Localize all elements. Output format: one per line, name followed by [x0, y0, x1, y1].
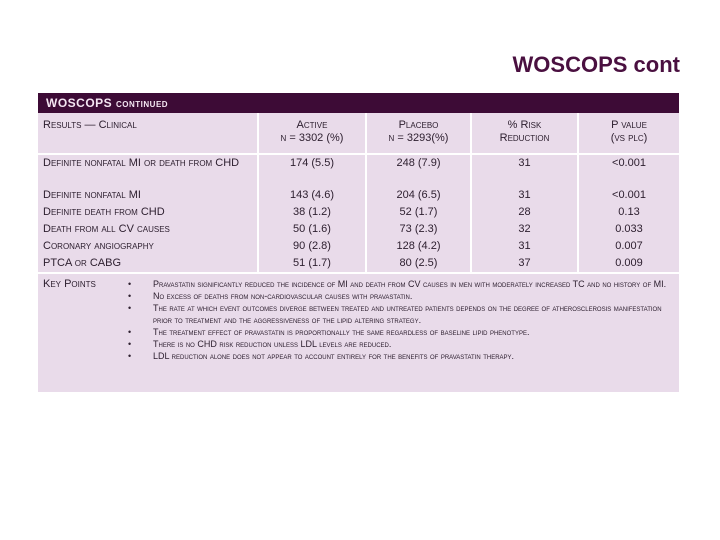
bullet-icon: • — [128, 351, 132, 361]
header-placebo — [366, 113, 471, 154]
header-results-label: Results — Clinical — [43, 119, 137, 131]
header-pvalue-line1: P value — [611, 119, 647, 131]
key-point-text: No excess of deaths from non-cardiovascular causes with pravastatin. — [153, 291, 413, 301]
list-item — [128, 290, 679, 302]
key-point-text: The rate at which event outcomes diverge between treated and untreated patients depends on the degree of atherosclerosis manifestation prior to treatment and the aggressiveness of the lipid altering strategy. — [153, 303, 662, 325]
header-active-line1: Active — [296, 119, 328, 131]
header-pvalue — [578, 113, 679, 154]
key-point-text: LDL reduction alone does not appear to account entirely for the benefits of pravastatin therapy. — [153, 351, 515, 361]
table-row — [38, 204, 679, 221]
row-label: Definite nonfatal MI or death from CHD — [43, 157, 240, 169]
cell-pvalue: <0.001 — [578, 187, 679, 204]
cell-pvalue: 0.009 — [578, 255, 679, 272]
header-results — [38, 113, 258, 154]
header-active — [258, 113, 366, 154]
table-row — [38, 221, 679, 238]
list-item — [128, 302, 679, 326]
bullet-icon: • — [128, 339, 132, 349]
cell-pvalue: 0.033 — [578, 221, 679, 238]
row-label: Definite death from CHD — [43, 206, 165, 218]
key-points-label: Key Points — [43, 278, 96, 290]
header-active-line2: n = 3302 (%) — [280, 132, 344, 144]
woscops-panel — [38, 93, 679, 392]
header-risk-line1: % Risk — [507, 119, 542, 131]
cell-risk: 31 — [471, 187, 578, 204]
list-item — [128, 326, 679, 338]
cell-risk: 28 — [471, 204, 578, 221]
cell-pvalue: <0.001 — [578, 154, 679, 187]
table-row — [38, 154, 679, 187]
cell-active: 51 (1.7) — [258, 255, 366, 272]
row-label: PTCA or CABG — [43, 257, 122, 269]
cell-active: 90 (2.8) — [258, 238, 366, 255]
key-point-text: Pravastatin significantly reduced the incidence of MI and death from CV causes in men with moderately increased TC and no history of MI. — [153, 279, 667, 289]
table-row — [38, 255, 679, 272]
header-risk-line2: Reduction — [499, 132, 550, 144]
cell-active: 174 (5.5) — [258, 154, 366, 187]
key-point-text: There is no CHD risk reduction unless LDL levels are reduced. — [153, 339, 392, 349]
table-row — [38, 238, 679, 255]
slide-title: WOSCOPS cont — [512, 52, 680, 77]
cell-placebo: 80 (2.5) — [366, 255, 471, 272]
list-item — [128, 278, 679, 290]
row-label: Death from all CV causes — [43, 223, 170, 235]
table-header-row — [38, 113, 679, 154]
cell-placebo: 128 (4.2) — [366, 238, 471, 255]
key-points-section — [38, 272, 679, 362]
bullet-icon: • — [128, 303, 132, 313]
cell-risk: 31 — [471, 238, 578, 255]
cell-placebo: 73 (2.3) — [366, 221, 471, 238]
header-pvalue-line2: (vs plc) — [610, 132, 648, 144]
results-table — [38, 113, 679, 272]
cell-pvalue: 0.007 — [578, 238, 679, 255]
cell-risk: 31 — [471, 154, 578, 187]
key-point-text: The treatment effect of pravastatin is proportionally the same regardless of baseline lipid phenotype. — [153, 327, 530, 337]
cell-placebo: 52 (1.7) — [366, 204, 471, 221]
header-placebo-line2: n = 3293(%) — [388, 132, 449, 144]
cell-placebo: 248 (7.9) — [366, 154, 471, 187]
bullet-icon: • — [128, 279, 132, 289]
list-item — [128, 338, 679, 350]
header-risk — [471, 113, 578, 154]
cell-active: 38 (1.2) — [258, 204, 366, 221]
cell-active: 143 (4.6) — [258, 187, 366, 204]
bullet-icon: • — [128, 327, 132, 337]
bullet-icon: • — [128, 291, 132, 301]
panel-banner: WOSCOPS continued — [38, 93, 679, 113]
cell-risk: 37 — [471, 255, 578, 272]
cell-pvalue: 0.13 — [578, 204, 679, 221]
row-label: Definite nonfatal MI — [43, 189, 141, 201]
key-points-list — [38, 278, 679, 362]
cell-risk: 32 — [471, 221, 578, 238]
list-item — [128, 350, 679, 362]
row-label: Coronary angiography — [43, 240, 154, 252]
cell-active: 50 (1.6) — [258, 221, 366, 238]
table-row — [38, 187, 679, 204]
cell-placebo: 204 (6.5) — [366, 187, 471, 204]
header-placebo-line1: Placebo — [398, 119, 439, 131]
